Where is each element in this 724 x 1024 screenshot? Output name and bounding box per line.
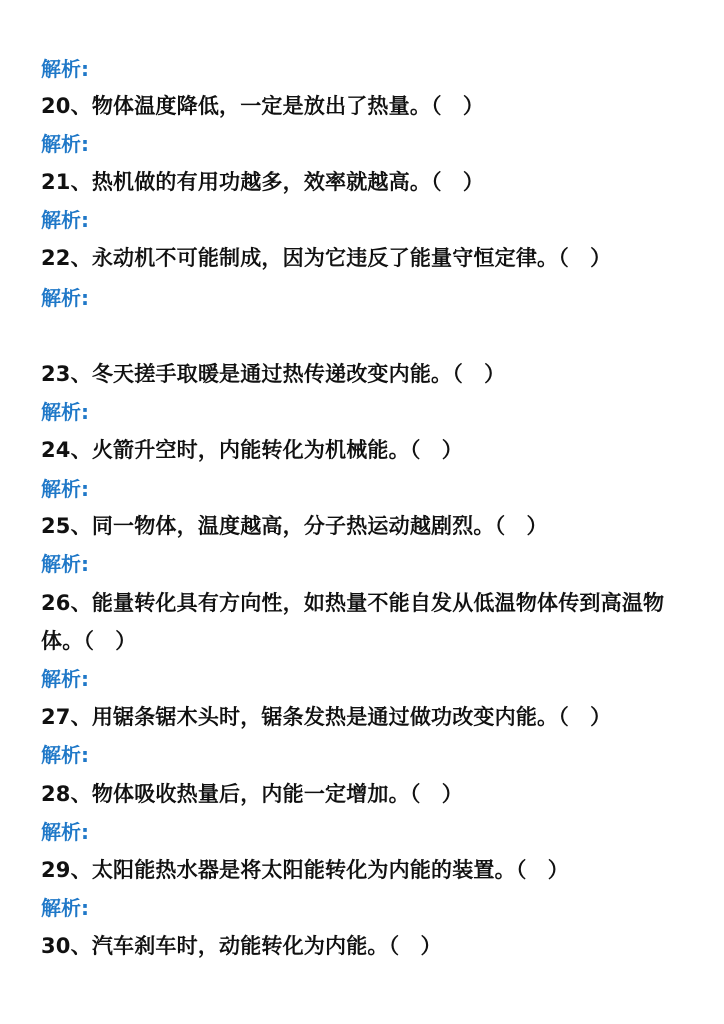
analysis-label: 解析: bbox=[41, 208, 89, 232]
question-27: 27、用锯条锯木头时，锯条发热是通过做功改变内能。（ ） bbox=[41, 705, 612, 729]
analysis-label: 解析: bbox=[41, 132, 89, 156]
question-22: 22、永动机不可能制成，因为它违反了能量守恒定律。（ ） bbox=[41, 246, 612, 270]
question-23: 23、冬天搓手取暖是通过热传递改变内能。（ ） bbox=[41, 362, 506, 386]
question-30: 30、汽车刹车时，动能转化为内能。（ ） bbox=[41, 934, 442, 958]
analysis-label: 解析: bbox=[41, 743, 89, 767]
analysis-label: 解析: bbox=[41, 400, 89, 424]
analysis-label: 解析: bbox=[41, 477, 89, 501]
analysis-label: 解析: bbox=[41, 57, 89, 81]
analysis-label: 解析: bbox=[41, 667, 89, 691]
question-28: 28、物体吸收热量后，内能一定增加。（ ） bbox=[41, 782, 463, 806]
analysis-label: 解析: bbox=[41, 552, 89, 576]
question-24: 24、火箭升空时，内能转化为机械能。（ ） bbox=[41, 438, 463, 462]
question-25: 25、同一物体，温度越高，分子热运动越剧烈。（ ） bbox=[41, 514, 548, 538]
question-20: 20、物体温度降低，一定是放出了热量。（ ） bbox=[41, 94, 485, 118]
analysis-label: 解析: bbox=[41, 820, 89, 844]
question-26: 26、能量转化具有方向性，如热量不能自发从低温物体传到高温物 bbox=[41, 591, 665, 615]
analysis-label: 解析: bbox=[41, 286, 89, 310]
question-21: 21、热机做的有用功越多，效率就越高。（ ） bbox=[41, 170, 485, 194]
question-26-continuation: 体。（ ） bbox=[41, 629, 137, 653]
question-29: 29、太阳能热水器是将太阳能转化为内能的装置。（ ） bbox=[41, 858, 569, 882]
analysis-label: 解析: bbox=[41, 896, 89, 920]
